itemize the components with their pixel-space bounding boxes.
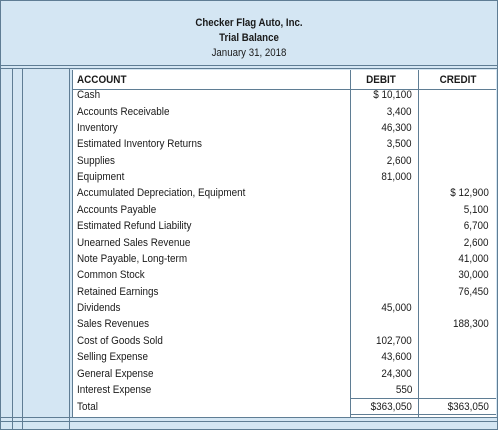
table-row (72, 120, 496, 136)
account-name: Accounts Payable (77, 204, 157, 216)
debit-amount: 46,300 (381, 122, 412, 134)
table-row (72, 104, 496, 120)
account-name: Cash (77, 89, 101, 101)
account-name: Inventory (77, 122, 118, 134)
account-name: Accumulated Depreciation, Equipment (77, 187, 246, 199)
table-row (72, 251, 496, 267)
account-name: Common Stock (77, 269, 145, 281)
debit-amount: 43,600 (381, 351, 412, 363)
header-divider (1, 68, 497, 69)
table-row (72, 218, 496, 234)
table-header-row (72, 72, 496, 88)
account-name: Estimated Refund Liability (77, 220, 192, 232)
stub-column-divider (12, 68, 13, 429)
stub-column-divider (22, 68, 23, 429)
credit-amount: $ 12,900 (450, 187, 489, 199)
credit-amount: 188,300 (453, 318, 489, 330)
table-row (72, 202, 496, 218)
account-name: Accounts Receivable (77, 106, 170, 118)
table-row (72, 366, 496, 382)
credit-amount: 6,700 (464, 220, 489, 232)
table-row (72, 382, 496, 398)
table-row (72, 169, 496, 185)
account-name: General Expense (77, 368, 154, 380)
statement-header (1, 1, 497, 67)
table-row (72, 185, 496, 201)
table-row (72, 333, 496, 349)
debit-amount: 3,400 (387, 106, 412, 118)
account-name: Retained Earnings (77, 286, 159, 298)
debit-amount: 45,000 (381, 302, 412, 314)
debit-amount: 102,700 (376, 335, 412, 347)
account-name: Supplies (77, 155, 115, 167)
footer-divider (1, 417, 497, 418)
credit-column-header: CREDIT (439, 74, 477, 86)
account-name: Selling Expense (77, 351, 149, 363)
footer-divider (1, 421, 497, 422)
table-row (72, 284, 496, 300)
table-row (72, 267, 496, 283)
debit-amount: $ 10,100 (373, 89, 412, 101)
debit-amount: 550 (395, 384, 412, 396)
debit-amount: 3,500 (387, 138, 412, 150)
statement-title: Trial Balance (219, 32, 279, 44)
debit-column-header: DEBIT (366, 74, 396, 86)
debit-total: $363,050 (370, 401, 412, 413)
debit-amount: 24,300 (381, 368, 412, 380)
table-row (72, 349, 496, 365)
company-name: Checker Flag Auto, Inc. (195, 17, 303, 29)
account-name: Estimated Inventory Returns (77, 138, 202, 150)
account-name: Interest Expense (77, 384, 152, 396)
credit-total: $363,050 (447, 401, 489, 413)
credit-amount: 41,000 (458, 253, 489, 265)
account-name: Cost of Goods Sold (77, 335, 163, 347)
total-double-rule (350, 414, 496, 415)
account-name: Total (77, 401, 98, 413)
debit-amount: 81,000 (381, 171, 412, 183)
account-name: Sales Revenues (77, 318, 150, 330)
credit-amount: 76,450 (458, 286, 489, 298)
stub-column-divider (69, 68, 70, 429)
table-row (72, 316, 496, 332)
trial-balance-table (72, 70, 496, 418)
table-row (72, 235, 496, 251)
statement-date: January 31, 2018 (211, 47, 287, 59)
account-name: Equipment (77, 171, 125, 183)
table-row (72, 136, 496, 152)
credit-amount: 5,100 (464, 204, 489, 216)
account-name: Dividends (77, 302, 121, 314)
credit-amount: 2,600 (464, 237, 489, 249)
table-row (72, 87, 496, 103)
table-row (72, 153, 496, 169)
table-row (72, 300, 496, 316)
account-name: Unearned Sales Revenue (77, 237, 191, 249)
account-column-header: ACCOUNT (77, 74, 127, 86)
credit-amount: 30,000 (458, 269, 489, 281)
debit-amount: 2,600 (387, 155, 412, 167)
header-divider (1, 65, 497, 66)
account-name: Note Payable, Long-term (77, 253, 188, 265)
total-row (72, 399, 496, 415)
